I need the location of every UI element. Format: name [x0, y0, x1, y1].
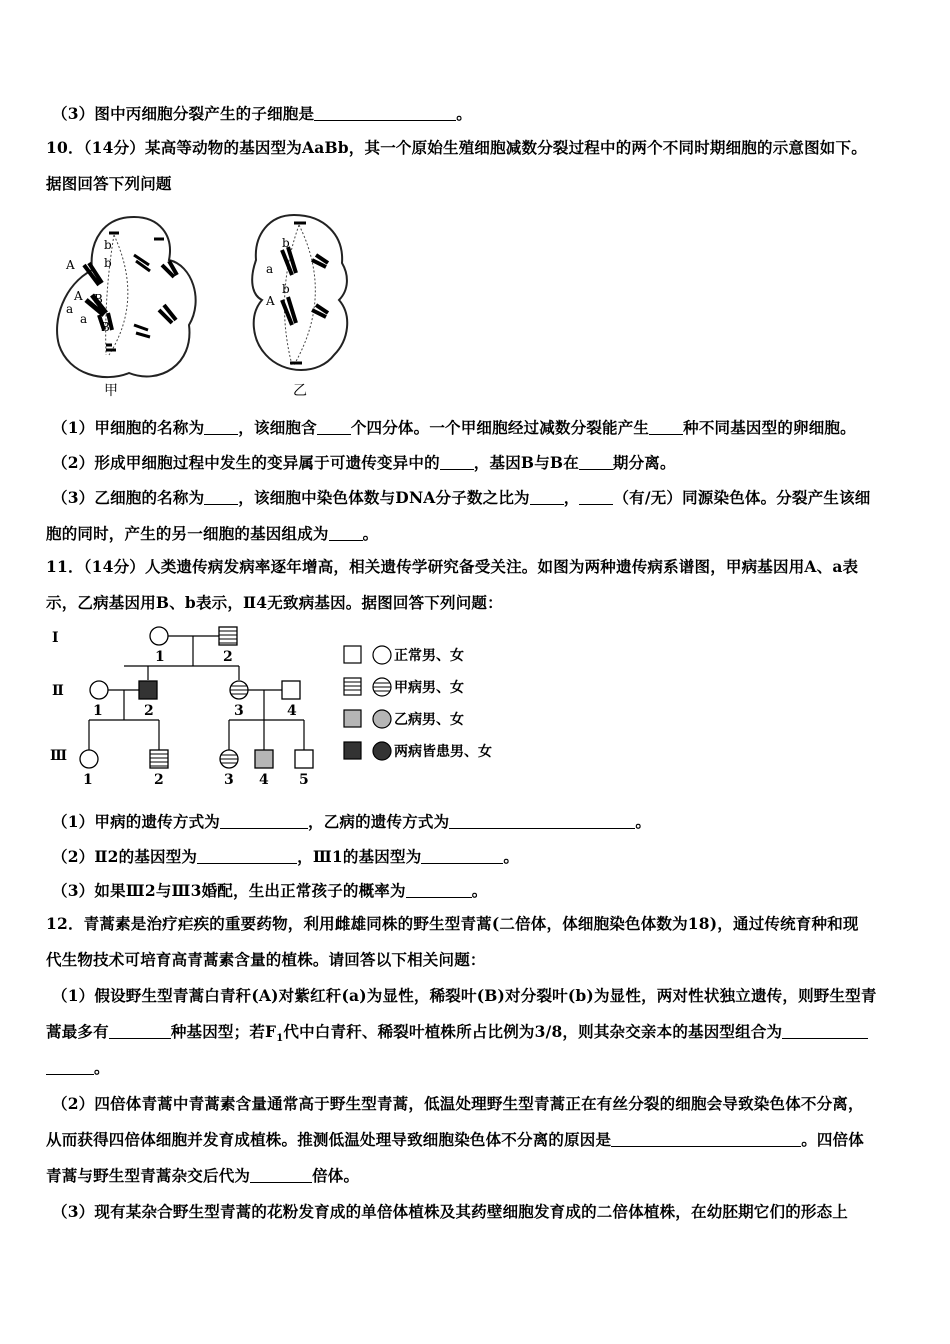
answer-blank[interactable]: [782, 1023, 868, 1039]
gene-label: B: [101, 320, 110, 334]
cell-caption: 甲: [104, 383, 118, 399]
individual-female: [150, 627, 168, 645]
answer-blank[interactable]: [314, 105, 456, 121]
individual-male-affected-a: [150, 750, 168, 768]
answer-blank[interactable]: [579, 454, 613, 470]
q10-stem: 10．（14分）某高等动物的基因型为AaBb，其一个原始生殖细胞减数分裂过程中的两个不同时期细胞的示意图如下。: [46, 138, 867, 157]
gene-label: B: [94, 292, 103, 306]
individual-male: [282, 681, 300, 699]
id-label: 2: [154, 772, 164, 788]
gene-label: b: [282, 282, 290, 296]
gene-label: a: [66, 302, 74, 316]
pedigree-chart: [44, 620, 544, 790]
cell-caption: 乙: [293, 383, 307, 399]
q12-part3: （3）现有某杂合野生型青蒿的花粉发育成的单倍体植株及其药壁细胞发育成的二倍体植株，在幼胚期它们的形态上: [52, 1202, 848, 1221]
q9-part3: （3）图中丙细胞分裂产生的子细胞是 。: [52, 104, 472, 123]
legend-label: 甲病男、女: [394, 680, 464, 696]
id-label: 4: [287, 703, 297, 719]
generation-label: Ⅰ: [52, 630, 59, 646]
answer-blank[interactable]: [440, 454, 474, 470]
gene-label: b: [282, 236, 290, 250]
id-label: 1: [83, 772, 93, 788]
q10-part2: （2）形成甲细胞过程中发生的变异属于可遗传变异中的 ，基因B与B在 期分离。: [52, 453, 676, 472]
answer-blank[interactable]: [406, 882, 472, 898]
individual-female: [80, 750, 98, 768]
answer-blank[interactable]: [250, 1167, 312, 1183]
id-label: 3: [224, 772, 234, 788]
gene-label: b: [104, 238, 112, 252]
answer-blank[interactable]: [421, 848, 503, 864]
answer-blank[interactable]: [329, 525, 363, 541]
answer-blank[interactable]: [649, 419, 683, 435]
gene-label: a: [266, 262, 274, 276]
q12-part1: （1）假设野生型青蒿白青秆(A)对紫红秆(a)为显性，稀裂叶(B)对分裂叶(b)为显性，两对性状独立遗传，则野生型青: [52, 986, 877, 1005]
pedigree-legend: [344, 646, 492, 760]
q12-stem-2: 代生物技术可培育高青蒿素含量的植株。请回答以下相关问题：: [46, 950, 486, 969]
q11-part2: （2）Ⅱ2的基因型为 ，Ⅲ1的基因型为 。: [52, 847, 520, 866]
legend-label: 正常男、女: [394, 648, 464, 664]
q12-part2-end: 青蒿与野生型青蒿杂交后代为 倍体。: [46, 1166, 360, 1185]
q10-part1: （1）甲细胞的名称为 ，该细胞含 个四分体。一个甲细胞经过减数分裂能产生 种不同基因型的卵细胞。: [52, 418, 856, 437]
gene-label: A: [74, 289, 83, 303]
answer-blank[interactable]: [449, 813, 635, 829]
q11-stem: 11．（14分）人类遗传病发病率逐年增高，相关遗传学研究备受关注。如图为两种遗传病系谱图，甲病基因用A、a表: [46, 557, 859, 576]
answer-blank[interactable]: [197, 848, 297, 864]
individual-male-affected-b: [255, 750, 273, 768]
legend-label: 两病皆患男、女: [394, 744, 492, 760]
gene-label: A: [66, 258, 75, 272]
answer-blank[interactable]: [46, 1059, 94, 1075]
id-label: 2: [144, 703, 154, 719]
individual-female: [90, 681, 108, 699]
q11-part3: （3）如果Ⅲ2与Ⅲ3婚配，生出正常孩子的概率为 。: [52, 881, 488, 900]
gene-label: A: [266, 294, 275, 308]
answer-blank[interactable]: [204, 489, 238, 505]
individual-male: [295, 750, 313, 768]
id-label: 1: [93, 703, 103, 719]
answer-blank[interactable]: [611, 1131, 801, 1147]
cell-yi: [252, 215, 347, 399]
q12-part1-cont: 蒿最多有 种基因型；若$F_1$代中白青秆、稀裂叶植株所占比例为3/8，则其杂交亲本的基因型组合为: [46, 1022, 908, 1049]
q12-part2: （2）四倍体青蒿中青蒿素含量通常高于野生型青蒿，低温处理野生型青蒿正在有丝分裂的细胞会导致染色体不分离，: [52, 1094, 864, 1113]
generation-label: Ⅲ: [50, 748, 68, 764]
legend-label: 乙病男、女: [394, 712, 464, 728]
q10-stem-2: 据图回答下列问题: [46, 174, 172, 193]
generation-labels: [50, 630, 67, 764]
answer-blank[interactable]: [317, 419, 351, 435]
id-label: 5: [299, 772, 309, 788]
answer-blank[interactable]: [579, 489, 613, 505]
q12-part1-end: 。: [46, 1058, 908, 1078]
gene-label: a: [80, 312, 88, 326]
individual-male-both: [139, 681, 157, 699]
q12-stem: 12．青蒿素是治疗疟疾的重要药物，利用雌雄同株的野生型青蒿(二倍体，体细胞染色体数为18)，通过传统育种和现: [46, 914, 859, 933]
generation-label: Ⅱ: [52, 683, 64, 699]
gene-label: b: [104, 256, 112, 270]
id-label: 3: [234, 703, 244, 719]
individual-male-affected-a: [219, 627, 237, 645]
q10-part3: （3）乙细胞的名称为 ，该细胞中染色体数与DNA分子数之比为 ， （有/无）同源染色体。分裂产生该细: [52, 488, 871, 507]
cell-division-figure: [44, 205, 374, 405]
answer-blank[interactable]: [220, 813, 308, 829]
answer-blank[interactable]: [530, 489, 564, 505]
q11-part1: （1）甲病的遗传方式为 ，乙病的遗传方式为 。: [52, 812, 652, 831]
answer-blank[interactable]: [109, 1023, 171, 1039]
answer-blank[interactable]: [204, 419, 238, 435]
q10-part3-cont: 胞的同时，产生的另一细胞的基因组成为 。: [46, 524, 379, 543]
id-label: 2: [223, 649, 233, 665]
q11-stem-2: 示，乙病基因用B、b表示，Ⅱ4无致病基因。据图回答下列问题：: [46, 593, 503, 612]
cell-jia: [57, 217, 196, 399]
q12-part2-cont: 从而获得四倍体细胞并发育成植株。推测低温处理导致细胞染色体不分离的原因是 。四倍体: [46, 1130, 865, 1149]
id-label: 1: [155, 649, 165, 665]
id-label: 4: [259, 772, 269, 788]
